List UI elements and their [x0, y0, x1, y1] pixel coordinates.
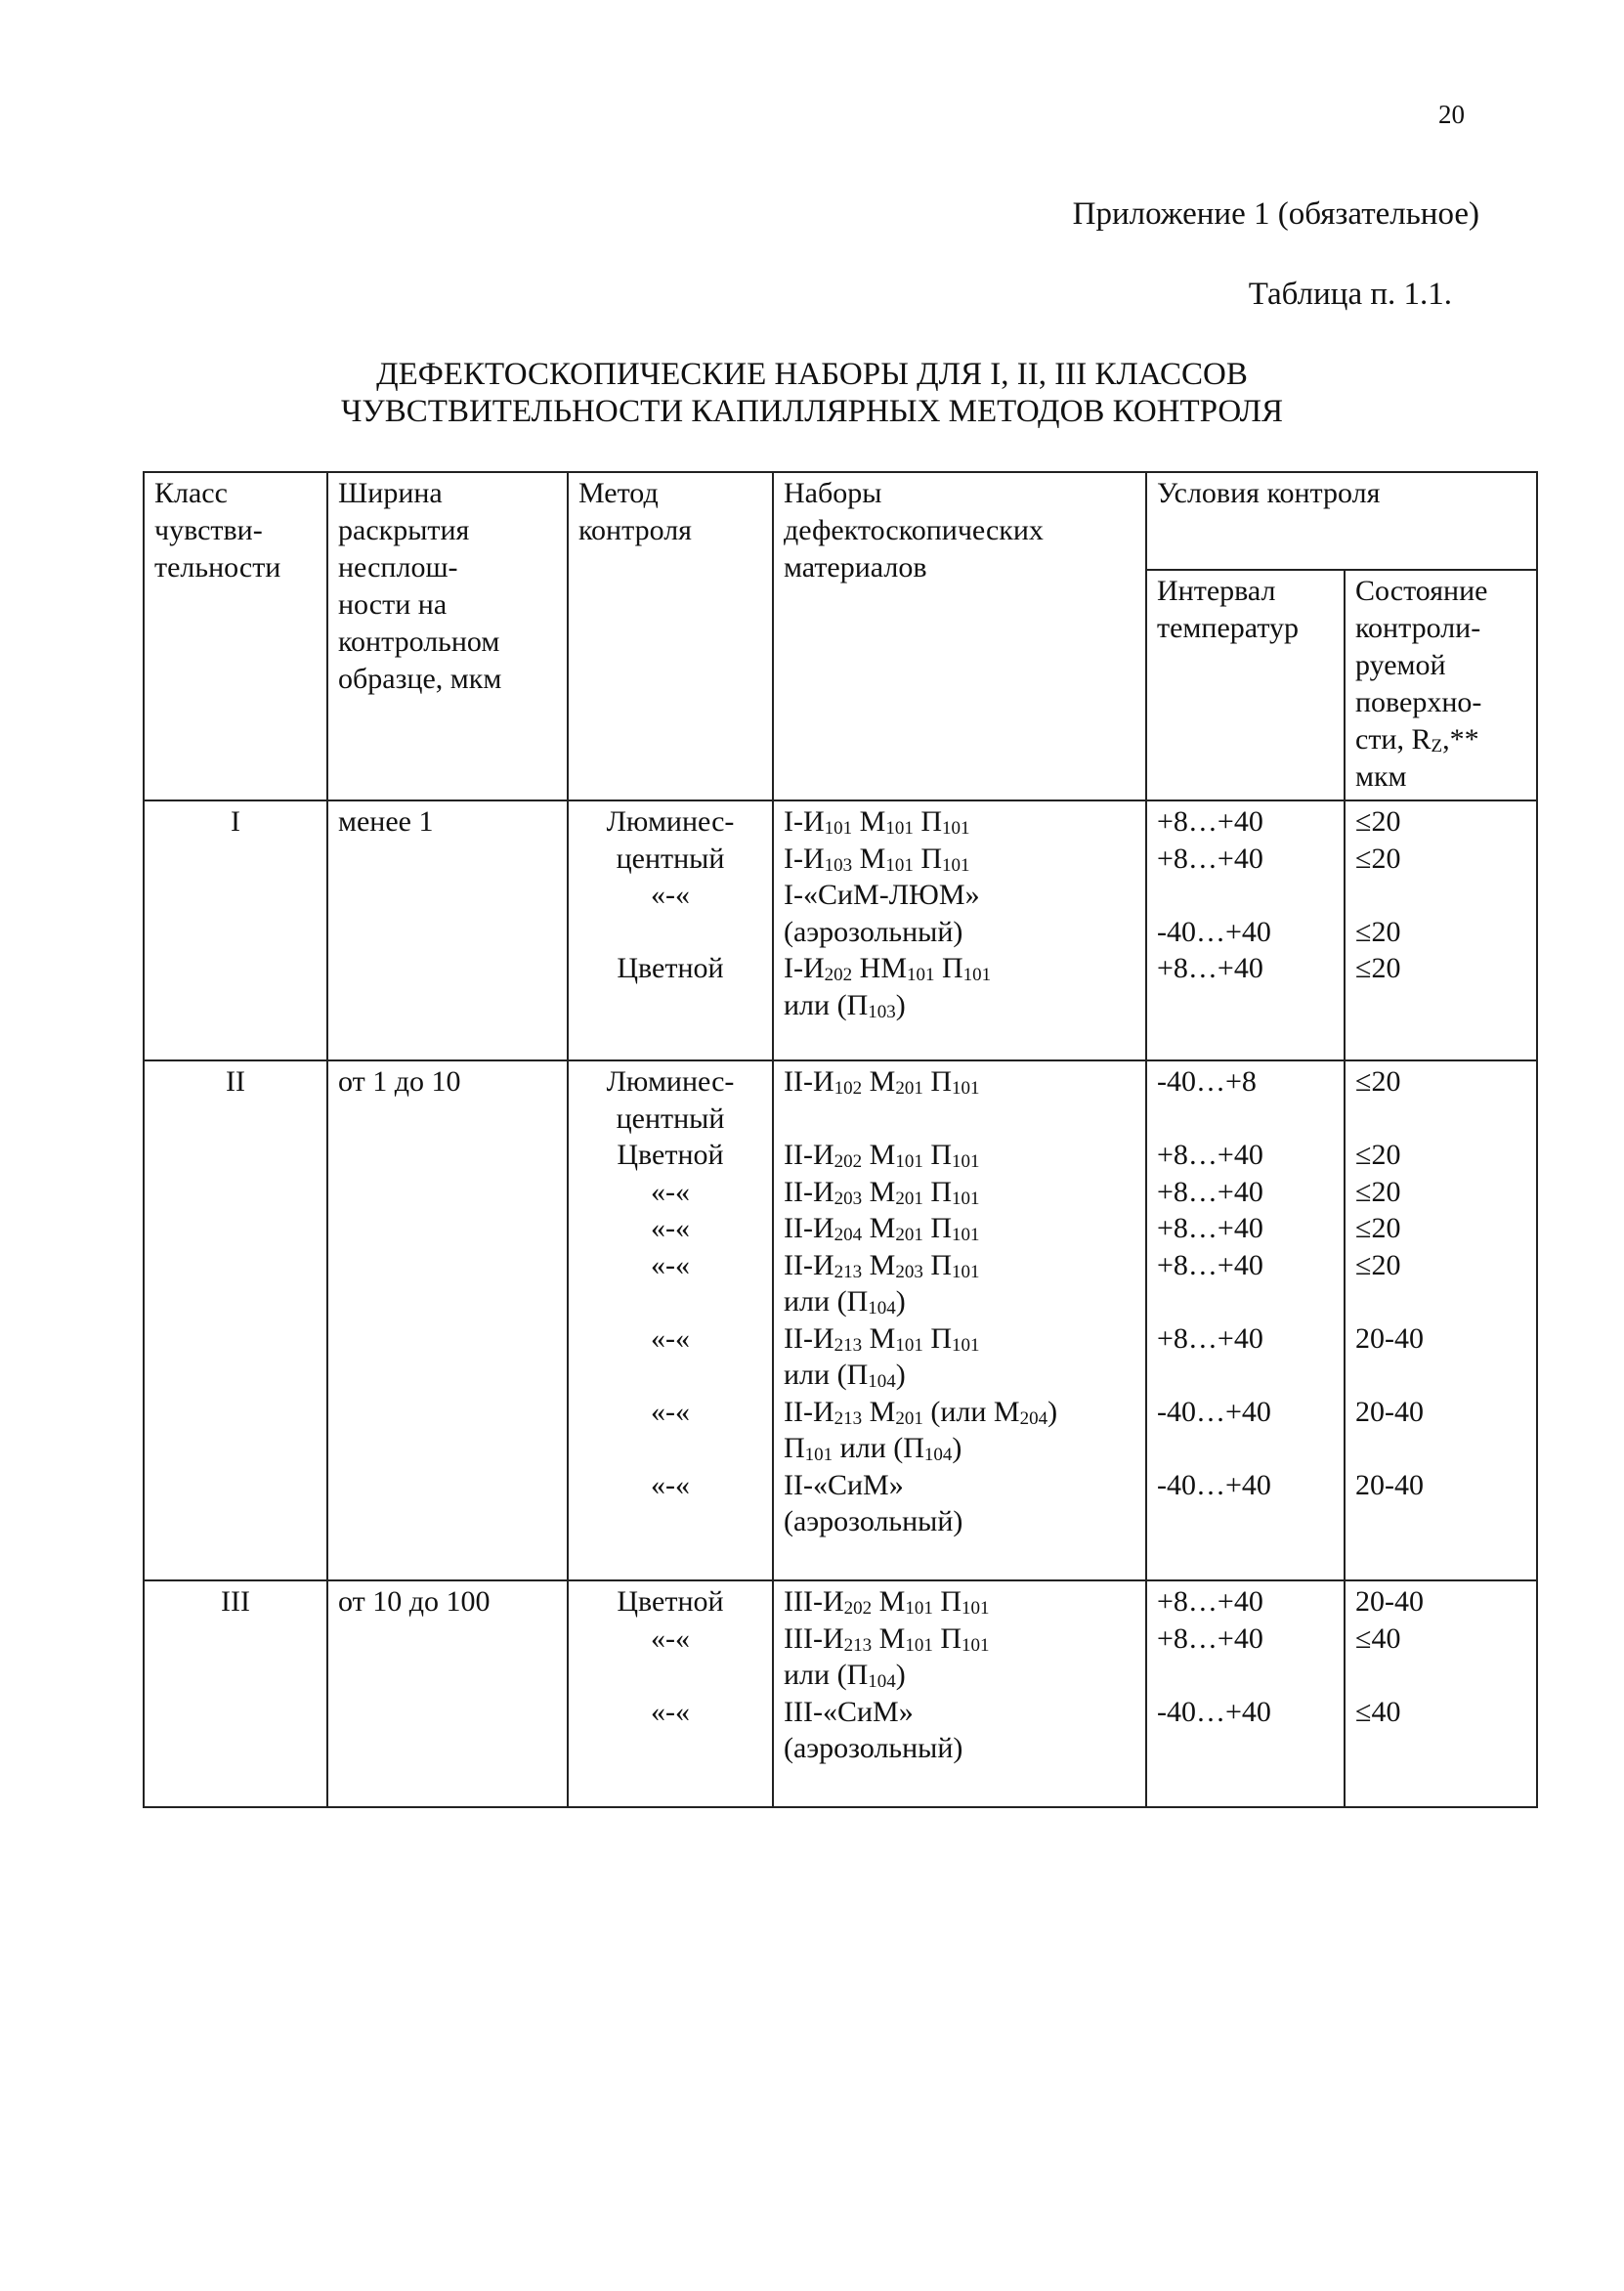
set-text: П [922, 1212, 952, 1244]
set-line [784, 1657, 1135, 1694]
set-text: (или М [922, 1395, 1020, 1428]
set-text: М [852, 805, 886, 838]
temp-line: +8…+40 [1157, 1585, 1263, 1618]
temp-line [1157, 1503, 1334, 1540]
header-width [327, 472, 568, 800]
set-text: II-И [784, 1395, 834, 1428]
header-interval-l2: температур [1157, 612, 1300, 644]
set-text: М [862, 1321, 896, 1355]
set-line [784, 1320, 1135, 1358]
header-method [568, 472, 773, 800]
header-surface-l4: поверхно- [1355, 686, 1482, 718]
set-text: П [922, 1321, 952, 1355]
method-cell [568, 1060, 773, 1580]
temp-line: +8…+40 [1157, 952, 1263, 984]
set-text: П [932, 1585, 962, 1618]
temp-line [1157, 987, 1334, 1024]
set-text: М [862, 1212, 896, 1244]
set-subscript: 104 [868, 1298, 896, 1318]
set-subscript: 101 [804, 1445, 833, 1465]
table-reference: Таблица п. 1.1. [1248, 277, 1452, 312]
surface-line: 20-40 [1355, 1468, 1424, 1501]
surface-line [1355, 1657, 1526, 1694]
set-line [784, 1694, 1135, 1731]
method-line: «-« [651, 1248, 690, 1281]
set-cell [773, 800, 1146, 1060]
temp-line: -40…+40 [1157, 915, 1271, 948]
document-title [0, 356, 1624, 430]
class-value: III [221, 1585, 250, 1618]
method-line [578, 987, 762, 1024]
set-subscript: 101 [907, 965, 935, 985]
set-text: или (П [833, 1432, 924, 1464]
surface-line: 20-40 [1355, 1395, 1424, 1428]
temp-line [1157, 877, 1334, 914]
header-sets-l3: материалов [784, 551, 927, 584]
set-line [784, 1210, 1135, 1247]
method-line: Люминес- [606, 1065, 735, 1098]
set-subscript: 101 [952, 1078, 980, 1099]
surface-line: ≤20 [1355, 1175, 1401, 1208]
set-subscript: 101 [885, 818, 914, 839]
set-line [784, 841, 1135, 878]
class-cell [144, 800, 327, 1060]
class-cell [144, 1060, 327, 1580]
set-subscript: 101 [962, 1634, 990, 1656]
temp-cell [1146, 1580, 1345, 1807]
set-text: ) [895, 1285, 906, 1318]
header-class [144, 472, 327, 800]
header-width-l5: контрольном [338, 626, 500, 658]
method-line: «-« [651, 879, 690, 911]
set-subscript: 103 [868, 1001, 896, 1022]
width-value: менее 1 [338, 805, 434, 838]
set-subscript: 101 [962, 1598, 990, 1619]
surface-line: ≤20 [1355, 805, 1401, 838]
header-surface-l5 [1355, 721, 1526, 758]
set-line [784, 987, 1135, 1024]
set-text: I-И [784, 805, 825, 838]
header-width-l4b: на [417, 588, 448, 621]
set-subscript: 101 [952, 1151, 980, 1172]
set-text: П [922, 1065, 952, 1098]
set-subscript: 213 [833, 1334, 863, 1356]
set-subscript: 203 [895, 1261, 923, 1282]
set-text: II-И [784, 1321, 834, 1355]
table-row [144, 1580, 1537, 1807]
header-surface [1345, 570, 1537, 800]
temp-line: +8…+40 [1157, 842, 1263, 875]
set-text: II-«СиМ» [784, 1468, 904, 1501]
set-line [784, 1137, 1135, 1174]
method-line: Цветной [617, 1585, 724, 1618]
set-text: М [862, 1395, 896, 1428]
temp-line: +8…+40 [1157, 1139, 1263, 1171]
header-width-l4a: ности [338, 588, 411, 621]
set-line [784, 1394, 1135, 1431]
surface-line [1355, 1283, 1526, 1320]
set-line [784, 1583, 1135, 1621]
temp-line [1157, 1430, 1334, 1467]
set-text: I-И [784, 952, 825, 984]
set-line [784, 950, 1135, 987]
header-width-l4 [338, 586, 557, 624]
set-text: III-И [784, 1585, 844, 1618]
set-cell [773, 1580, 1146, 1807]
set-subscript: 201 [895, 1188, 923, 1209]
header-sets [773, 472, 1146, 800]
set-text: II-И [784, 1212, 834, 1244]
method-line: Цветной [617, 1139, 724, 1171]
set-text: П [913, 805, 943, 838]
header-surface-l6: мкм [1355, 760, 1407, 793]
set-text: М [872, 1621, 906, 1655]
set-text: ) [895, 1659, 906, 1691]
surface-line: ≤20 [1355, 842, 1401, 875]
class-cell [144, 1580, 327, 1807]
surface-line [1355, 1730, 1526, 1767]
set-subscript: 101 [942, 818, 970, 839]
set-text: или (П [784, 1659, 869, 1691]
temp-cell [1146, 800, 1345, 1060]
set-subscript: 104 [868, 1671, 896, 1692]
surface-line [1355, 1101, 1526, 1138]
width-value: от 10 до 100 [338, 1585, 491, 1618]
defectoscopic-sets-table [143, 471, 1538, 1808]
set-subscript: 101 [952, 1334, 980, 1356]
temp-line: +8…+40 [1157, 1175, 1263, 1208]
method-line: «-« [651, 1212, 690, 1244]
method-line: центный [616, 1102, 725, 1135]
set-subscript: 101 [824, 818, 853, 839]
surface-line [1355, 987, 1526, 1024]
method-cell [568, 1580, 773, 1807]
width-cell [327, 1580, 568, 1807]
set-subscript: 201 [895, 1407, 923, 1429]
set-text: ) [952, 1432, 962, 1464]
set-text: (аэрозольный) [784, 915, 963, 948]
set-line [784, 1430, 1135, 1467]
header-interval-l1: Интервал [1157, 575, 1276, 607]
surface-line: 20-40 [1355, 1321, 1424, 1355]
temp-line [1157, 1357, 1334, 1394]
temp-line [1157, 1730, 1334, 1767]
title-line-2: ЧУВСТВИТЕЛЬНОСТИ КАПИЛЛЯРНЫХ МЕТОДОВ КОНТРОЛЯ [340, 394, 1284, 429]
method-line [578, 1357, 762, 1394]
surface-line: ≤20 [1355, 915, 1401, 948]
width-cell [327, 1060, 568, 1580]
set-text: М [862, 1065, 896, 1098]
surface-line [1355, 1430, 1526, 1467]
header-surface-l1: Состояние [1355, 575, 1488, 607]
width-cell [327, 800, 568, 1060]
set-text: П [922, 1139, 952, 1171]
temp-line [1157, 1657, 1334, 1694]
header-surface-l3: руемой [1355, 649, 1446, 681]
set-line [784, 1247, 1135, 1284]
set-subscript: 213 [833, 1407, 863, 1429]
header-surface-stars: ,** [1442, 723, 1479, 756]
set-subscript: 202 [833, 1151, 863, 1172]
set-subscript: 101 [952, 1225, 980, 1245]
temp-line: -40…+8 [1157, 1065, 1257, 1098]
width-value: от 1 до 10 [338, 1065, 461, 1098]
temp-line: -40…+40 [1157, 1468, 1271, 1501]
set-subscript: 101 [885, 854, 914, 876]
temp-line: +8…+40 [1157, 1621, 1263, 1655]
header-conditions: Условия контроля [1146, 472, 1537, 570]
set-cell [773, 1060, 1146, 1580]
set-subscript: 101 [952, 1261, 980, 1282]
method-line [578, 1503, 762, 1540]
set-text: или (П [784, 988, 869, 1021]
temp-cell [1146, 1060, 1345, 1580]
header-surface-rz: сти, R [1355, 723, 1432, 756]
surface-cell [1345, 1580, 1537, 1807]
set-subscript: 101 [905, 1634, 933, 1656]
set-line [784, 1730, 1135, 1767]
temp-line: +8…+40 [1157, 1248, 1263, 1281]
set-subscript: 101 [895, 1334, 923, 1356]
surface-line: ≤20 [1355, 952, 1401, 984]
method-line: «-« [651, 1321, 690, 1355]
set-line [784, 914, 1135, 951]
set-text: П [934, 952, 963, 984]
temp-line: +8…+40 [1157, 1212, 1263, 1244]
temp-line [1157, 1101, 1334, 1138]
set-text: или (П [784, 1359, 869, 1391]
method-line: Цветной [617, 952, 724, 984]
set-subscript: 202 [824, 965, 853, 985]
set-text: II-И [784, 1175, 834, 1208]
set-text: или (П [784, 1285, 869, 1318]
set-text: ) [895, 1359, 906, 1391]
set-line [784, 1174, 1135, 1211]
header-width-l6: образце, мкм [338, 663, 502, 695]
set-text: М [862, 1248, 896, 1281]
set-subscript: 104 [868, 1371, 896, 1392]
set-text: П [932, 1621, 962, 1655]
set-subscript: 104 [923, 1445, 953, 1465]
header-width-l2: раскрытия [338, 514, 470, 546]
title-line-1: ДЕФЕКТОСКОПИЧЕСКИЕ НАБОРЫ ДЛЯ I, II, III КЛАССОВ [376, 357, 1248, 392]
set-line [784, 877, 1135, 914]
header-class-l1: Класс [154, 477, 228, 509]
table-row [144, 1060, 1537, 1580]
set-line [784, 1467, 1135, 1504]
method-line: «-« [651, 1175, 690, 1208]
set-subscript: 203 [833, 1188, 863, 1209]
surface-cell [1345, 1060, 1537, 1580]
temp-line: -40…+40 [1157, 1695, 1271, 1728]
set-line [784, 1621, 1135, 1658]
method-line [578, 1283, 762, 1320]
surface-line: ≤20 [1355, 1248, 1401, 1281]
set-line [784, 1283, 1135, 1320]
set-text: П [922, 1175, 952, 1208]
set-text: П [922, 1248, 952, 1281]
set-subscript: 213 [833, 1261, 863, 1282]
method-line [578, 914, 762, 951]
class-value: I [231, 805, 240, 838]
surface-line [1355, 1503, 1526, 1540]
table-row [144, 800, 1537, 1060]
set-line [784, 1063, 1135, 1101]
header-surface-rz-sub: Z [1431, 736, 1443, 756]
set-text: (аэрозольный) [784, 1505, 963, 1537]
header-class-l3: тельности [154, 551, 281, 584]
surface-line: ≤20 [1355, 1212, 1401, 1244]
header-sets-l2: дефектоскопических [784, 514, 1044, 546]
set-text: (аэрозольный) [784, 1732, 963, 1764]
set-text: М [862, 1175, 896, 1208]
set-text: III-И [784, 1621, 844, 1655]
set-line [784, 1357, 1135, 1394]
set-text: М [862, 1139, 896, 1171]
set-text: I-И [784, 842, 825, 875]
set-text: II-И [784, 1139, 834, 1171]
set-subscript: 101 [952, 1188, 980, 1209]
set-subscript: 103 [824, 854, 853, 876]
surface-line: 20-40 [1355, 1585, 1424, 1618]
temp-line: +8…+40 [1157, 805, 1263, 838]
surface-line [1355, 877, 1526, 914]
set-text: ) [895, 988, 906, 1021]
set-subscript: 213 [843, 1634, 873, 1656]
surface-line: ≤20 [1355, 1139, 1401, 1171]
set-subscript: 101 [905, 1598, 933, 1619]
set-subscript: 101 [962, 965, 992, 985]
surface-line [1355, 1357, 1526, 1394]
method-line: центный [616, 842, 725, 875]
set-line [784, 1101, 1135, 1138]
set-subscript: 204 [1019, 1407, 1048, 1429]
set-subscript: 204 [833, 1225, 863, 1245]
set-subscript: 202 [843, 1598, 873, 1619]
header-method-l1: Метод [578, 477, 659, 509]
temp-line: -40…+40 [1157, 1395, 1271, 1428]
header-class-l2: чувстви- [154, 514, 263, 546]
surface-cell [1345, 800, 1537, 1060]
method-line: «-« [651, 1621, 690, 1655]
temp-line [1157, 1283, 1334, 1320]
method-line [578, 1730, 762, 1767]
set-text: П [784, 1432, 805, 1464]
header-method-l2: контроля [578, 514, 692, 546]
method-cell [568, 800, 773, 1060]
header-surface-l2: контроли- [1355, 612, 1481, 644]
method-line [578, 1657, 762, 1694]
method-line: «-« [651, 1695, 690, 1728]
header-width-l1: Ширина [338, 477, 443, 509]
header-width-l3: несплош- [338, 551, 458, 584]
set-subscript: 102 [833, 1078, 863, 1099]
set-subscript: 201 [895, 1078, 923, 1099]
header-interval [1146, 570, 1345, 800]
set-text: М [852, 842, 886, 875]
appendix-label: Приложение 1 (обязательное) [1072, 196, 1479, 232]
set-subscript: 101 [895, 1151, 923, 1172]
set-subscript: 101 [942, 854, 970, 876]
temp-line: +8…+40 [1157, 1321, 1263, 1355]
class-value: II [226, 1065, 245, 1098]
header-sets-l1: Наборы [784, 477, 882, 509]
set-text: НМ [852, 952, 907, 984]
surface-line: ≤40 [1355, 1695, 1401, 1728]
method-line: «-« [651, 1468, 690, 1501]
set-text: ) [1047, 1395, 1058, 1428]
method-line: Люминес- [606, 805, 735, 838]
surface-line: ≤20 [1355, 1065, 1401, 1098]
set-line [784, 803, 1135, 841]
method-line [578, 1430, 762, 1467]
set-text: II-И [784, 1248, 834, 1281]
page-number: 20 [1438, 100, 1465, 129]
set-line [784, 1503, 1135, 1540]
set-text: I-«СиМ-ЛЮМ» [784, 879, 980, 911]
set-text: П [913, 842, 943, 875]
set-text: II-И [784, 1065, 834, 1098]
set-text: М [872, 1585, 906, 1618]
surface-line: ≤40 [1355, 1621, 1401, 1655]
method-line: «-« [651, 1395, 690, 1428]
set-text: III-«СиМ» [784, 1695, 914, 1728]
set-subscript: 201 [895, 1225, 923, 1245]
